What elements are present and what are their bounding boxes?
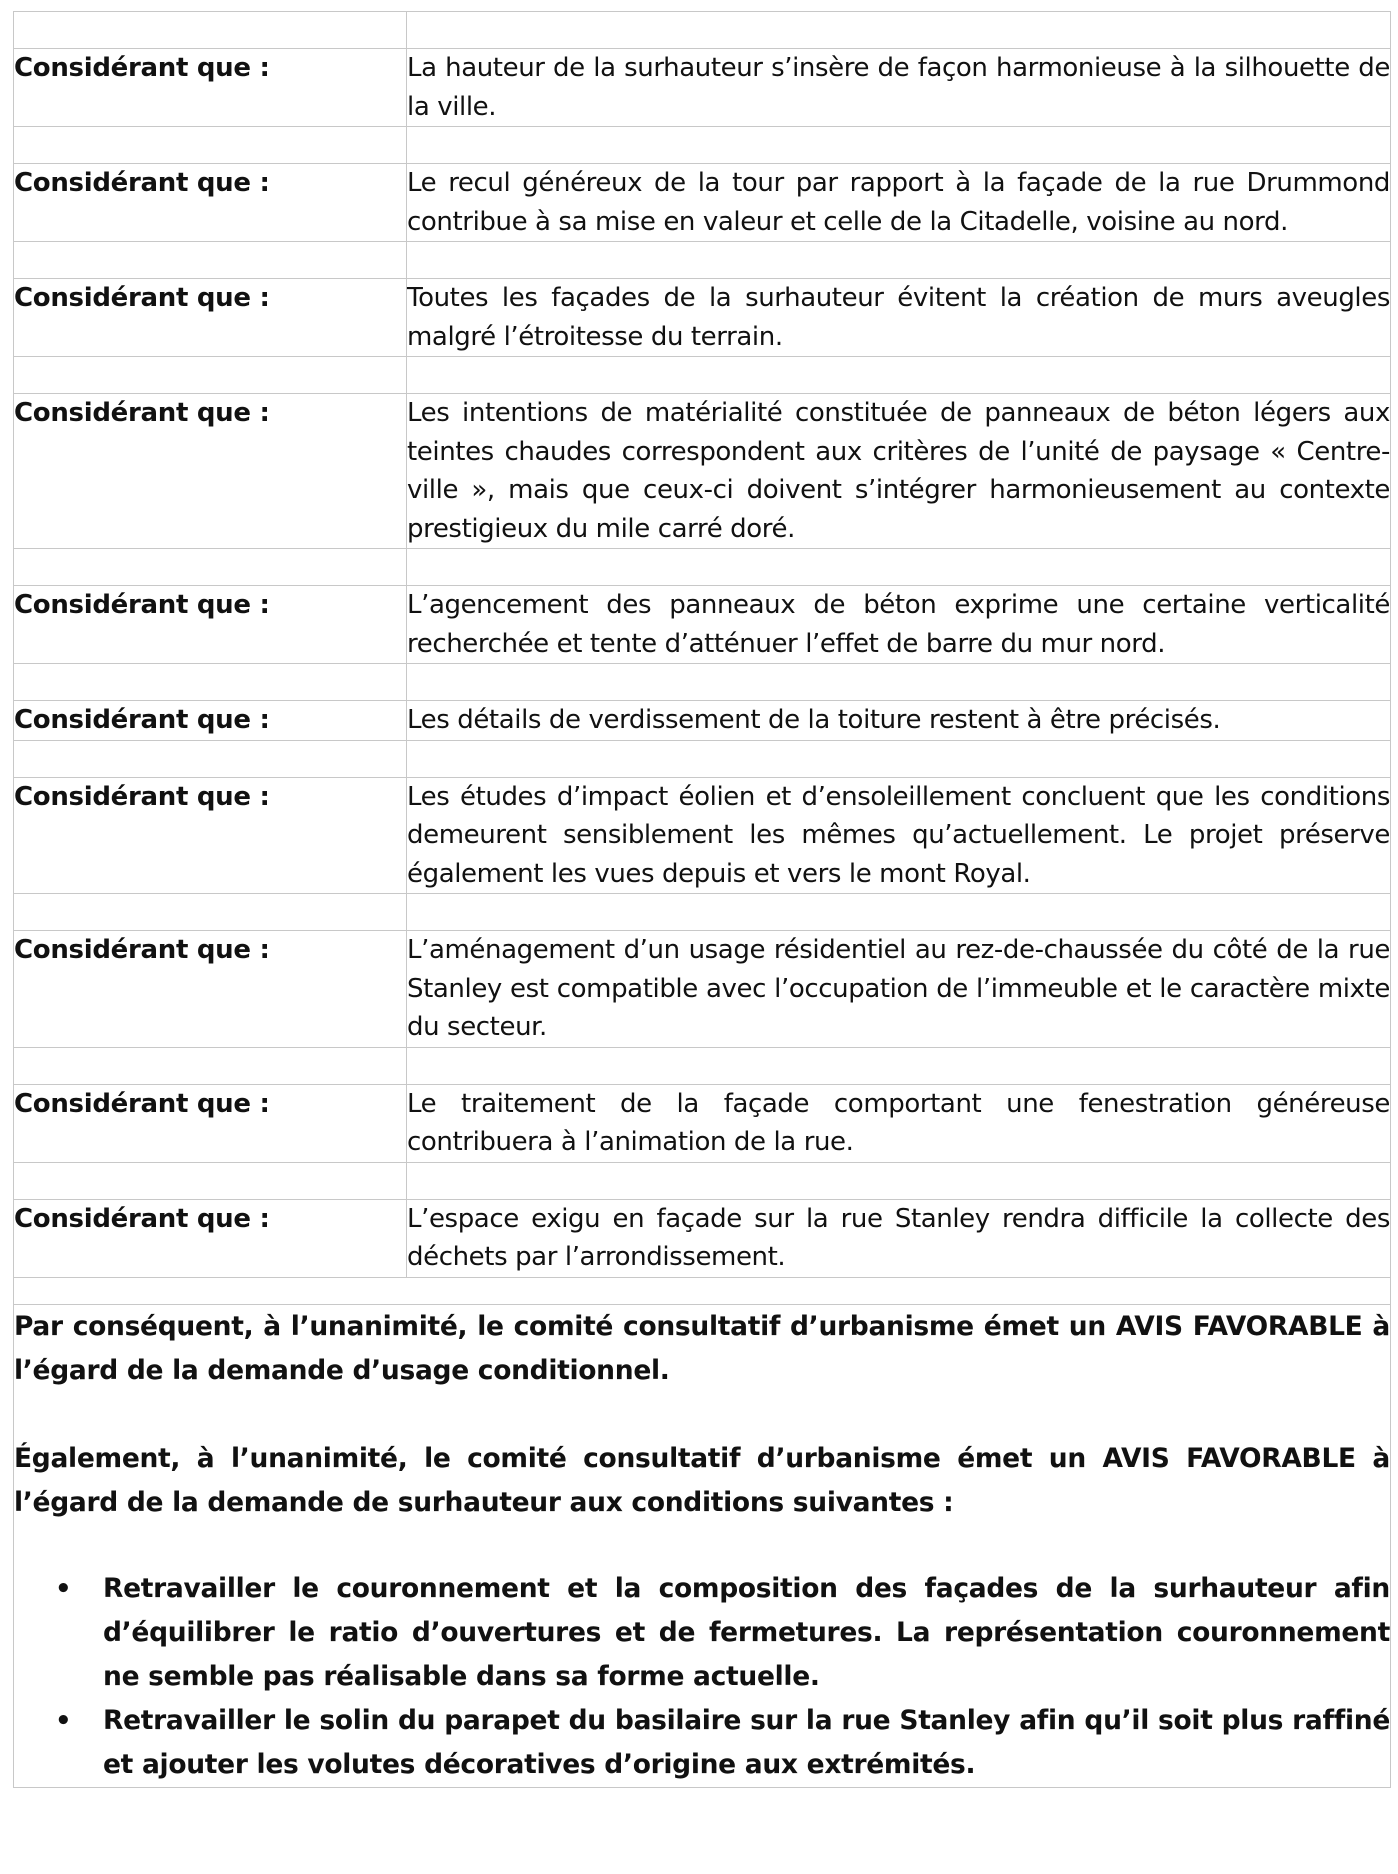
spacer-row (14, 357, 1391, 394)
conclusion-paragraph-1: Par conséquent, à l’unanimité, le comité consultatif d’urbanisme émet un AVIS FAVORABLE à l’égard de la demande d’usage conditionnel. (14, 1310, 1390, 1386)
row-text: Toutes les façades de la surhauteur évitent la création de murs aveugles malgré l’étroitesse du terrain. (407, 279, 1391, 357)
spacer-row (14, 1277, 1391, 1304)
table-row (14, 164, 1391, 242)
row-text: Les détails de verdissement de la toiture restent à être précisés. (407, 701, 1391, 741)
row-label: Considérant que : (14, 777, 407, 894)
table-row (14, 586, 1391, 664)
table-row (14, 1199, 1391, 1277)
row-label: Considérant que : (14, 164, 407, 242)
table-row (14, 777, 1391, 894)
row-label: Considérant que : (14, 1199, 407, 1277)
list-item (55, 1567, 1390, 1699)
spacer-row (14, 894, 1391, 931)
row-text: Les études d’impact éolien et d’ensoleillement concluent que les conditions demeurent sensiblement les mêmes qu’actuellement. Le projet préserve également les vues depuis et vers le mont Royal. (407, 777, 1391, 894)
table-row (14, 701, 1391, 741)
conditions-list (14, 1567, 1390, 1787)
condition-text: Retravailler le couronnement et la composition des façades de la surhauteur afin d’équilibrer le ratio d’ouvertures et de fermetures. La représentation couronnement ne semble pas réalisable dans sa forme actuelle. (103, 1572, 1390, 1692)
row-text: Le traitement de la façade comportant une fenestration généreuse contribuera à l’animation de la rue. (407, 1084, 1391, 1162)
table-row (14, 1084, 1391, 1162)
spacer-row (14, 127, 1391, 164)
row-text: L’aménagement d’un usage résidentiel au rez-de-chaussée du côté de la rue Stanley est compatible avec l’occupation de l’immeuble et le caractère mixte du secteur. (407, 931, 1391, 1048)
row-label: Considérant que : (14, 279, 407, 357)
row-label: Considérant que : (14, 1084, 407, 1162)
spacer-row (14, 549, 1391, 586)
row-label: Considérant que : (14, 931, 407, 1048)
conclusion-cell (14, 1304, 1391, 1787)
row-label: Considérant que : (14, 701, 407, 741)
spacer-row (14, 242, 1391, 279)
bullet-icon: • (55, 1705, 72, 1736)
condition-text: Retravailler le solin du parapet du basilaire sur la rue Stanley afin qu’il soit plus raffiné et ajouter les volutes décoratives d’origine aux extrémités. (103, 1704, 1390, 1780)
bullet-icon: • (55, 1573, 72, 1604)
table-row (14, 394, 1391, 549)
list-item (55, 1699, 1390, 1787)
spacer-row (14, 664, 1391, 701)
row-label: Considérant que : (14, 586, 407, 664)
conclusion-paragraph-2: Également, à l’unanimité, le comité consultatif d’urbanisme émet un AVIS FAVORABLE à l’égard de la demande de surhauteur aux conditions suivantes : (14, 1442, 1390, 1518)
row-text: L’espace exigu en façade sur la rue Stanley rendra difficile la collecte des déchets par l’arrondissement. (407, 1199, 1391, 1277)
considerations-table (13, 11, 1391, 1788)
spacer-row (14, 1047, 1391, 1084)
table-row (14, 931, 1391, 1048)
spacer-row (14, 1162, 1391, 1199)
table-row (14, 49, 1391, 127)
table-row (14, 279, 1391, 357)
row-text: Les intentions de matérialité constituée de panneaux de béton légers aux teintes chaudes correspondent aux critères de l’unité de paysage « Centre-ville », mais que ceux-ci doivent s’intégrer harmonieusement au contexte prestigieux du mile carré doré. (407, 394, 1391, 549)
spacer-row (14, 740, 1391, 777)
row-text: Le recul généreux de la tour par rapport à la façade de la rue Drummond contribue à sa mise en valeur et celle de la Citadelle, voisine au nord. (407, 164, 1391, 242)
row-text: La hauteur de la surhauteur s’insère de façon harmonieuse à la silhouette de la ville. (407, 49, 1391, 127)
conclusion-row (14, 1304, 1391, 1787)
row-label: Considérant que : (14, 49, 407, 127)
row-label: Considérant que : (14, 394, 407, 549)
row-text: L’agencement des panneaux de béton exprime une certaine verticalité recherchée et tente d’atténuer l’effet de barre du mur nord. (407, 586, 1391, 664)
spacer-row (14, 12, 1391, 49)
